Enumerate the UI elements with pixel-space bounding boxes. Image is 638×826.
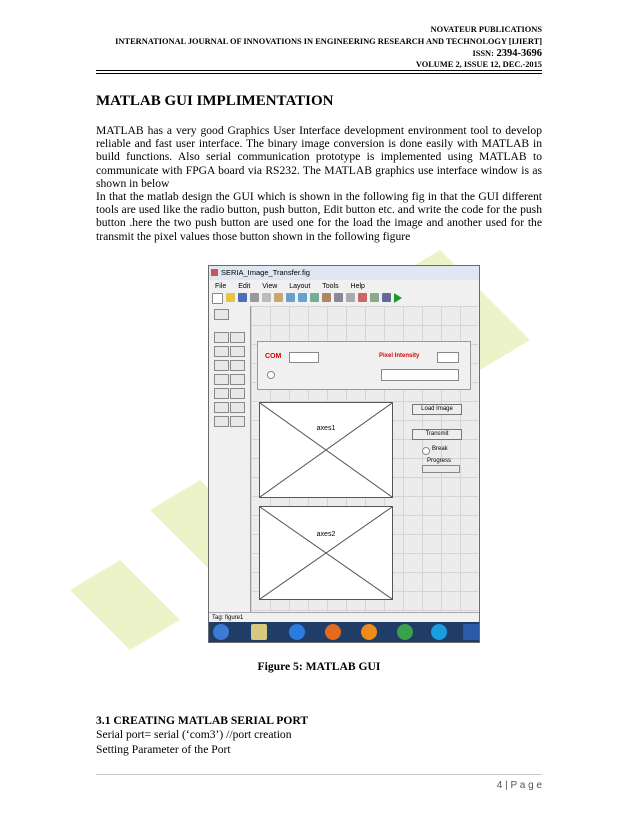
journal-name: INTERNATIONAL JOURNAL OF INNOVATIONS IN ENGINEERING RESEARCH AND TECHNOLOGY [IJIERT]	[115, 37, 542, 46]
axes-tool-icon[interactable]	[214, 402, 229, 413]
checkbox-tool-icon[interactable]	[230, 346, 245, 357]
table-tool-icon[interactable]	[230, 388, 245, 399]
menu-editor-icon[interactable]	[322, 293, 331, 302]
tag-label: Tag: figure1	[212, 615, 244, 621]
redo-icon[interactable]	[298, 293, 307, 302]
menu-layout[interactable]: Layout	[289, 283, 311, 290]
issn-line	[472, 48, 542, 59]
paste-icon[interactable]	[274, 293, 283, 302]
issn-value: 2394-3696	[493, 48, 542, 59]
save-icon[interactable]	[238, 293, 247, 302]
edit-text-tool-icon[interactable]	[214, 360, 229, 371]
window-title: SERIA_Image_Transfer.fig	[221, 268, 310, 277]
skype-icon[interactable]	[431, 624, 447, 640]
com-panel[interactable]	[257, 341, 471, 390]
panel-tool-icon[interactable]	[230, 402, 245, 413]
static-text-tool-icon[interactable]	[230, 360, 245, 371]
publisher-name: NOVATEUR PUBLICATIONS	[430, 25, 542, 34]
axes2-box[interactable]	[259, 506, 393, 600]
header-rule	[96, 70, 542, 71]
activex-tool-icon[interactable]	[230, 416, 245, 427]
matlab-icon	[211, 269, 218, 276]
section-title: MATLAB GUI IMPLIMENTATION	[96, 93, 334, 109]
align-icon[interactable]	[310, 293, 319, 302]
toolbar-editor-icon[interactable]	[346, 293, 355, 302]
menu-view[interactable]: View	[262, 283, 278, 290]
toolbar	[209, 293, 480, 305]
undo-icon[interactable]	[286, 293, 295, 302]
editor-icon[interactable]	[358, 293, 367, 302]
matlab-gui-figure	[208, 265, 480, 643]
windows-taskbar	[209, 622, 479, 642]
word-icon[interactable]	[463, 624, 479, 640]
code-line-2: Setting Parameter of the Port	[96, 743, 231, 756]
com-input[interactable]	[289, 352, 319, 363]
paragraph-1: MATLAB has a very good Graphics User Interface development environment tool to develop reliable and fast user interface. The binary image conversion is done easily with MATLAB in build functions. Also serial communication prototype is implemented using MATLAB to communicate with FPGA board via RS232. The MATLAB graphics use interface window is as shown in below	[96, 124, 542, 190]
window-titlebar	[209, 266, 479, 280]
new-icon[interactable]	[212, 293, 223, 304]
open-icon[interactable]	[226, 293, 235, 302]
paragraph-2: In that the matlab design the GUI which is shown in the following fig in that the GUI different tools are used like the radio button, push button, Edit button etc. and write the code for the push button .here the two push button are used one for the load the image and another used for the transmit the pixel values those button shown in the following figure	[96, 190, 542, 243]
page-number: 4 | P a g e	[496, 780, 542, 791]
run-icon[interactable]	[394, 293, 402, 303]
listbox-tool-icon[interactable]	[230, 374, 245, 385]
menu-file[interactable]: File	[215, 283, 227, 290]
start-button-icon[interactable]	[213, 624, 229, 640]
popup-tool-icon[interactable]	[214, 374, 229, 385]
load-image-button[interactable]: Load Image	[412, 404, 462, 415]
axes2-label: axes2	[316, 531, 336, 538]
file-explorer-icon[interactable]	[251, 624, 267, 640]
inspector-icon[interactable]	[370, 293, 379, 302]
matlab-taskbar-icon[interactable]	[361, 624, 377, 640]
axes2-cross	[260, 507, 392, 599]
progress-label: Progress	[427, 458, 452, 464]
break-radio-button[interactable]	[422, 447, 430, 455]
header-rule-2	[96, 73, 542, 74]
radio-tool-icon[interactable]	[214, 346, 229, 357]
internet-explorer-icon[interactable]	[289, 624, 305, 640]
slider-tool-icon[interactable]	[230, 332, 245, 343]
menu-edit[interactable]: Edit	[238, 283, 251, 290]
pixel-value-field[interactable]	[381, 369, 459, 381]
figure-caption: Figure 5: MATLAB GUI	[257, 660, 381, 673]
subsection-title: 3.1 CREATING MATLAB SERIAL PORT	[96, 714, 309, 727]
axes1-label: axes1	[316, 425, 336, 432]
break-label: Break	[432, 446, 448, 452]
axes1-cross	[260, 403, 392, 497]
code-line-1: Serial port= serial (‘com3’) //port creation	[96, 728, 292, 741]
pixel-intensity-input[interactable]	[437, 352, 459, 363]
footer-rule	[96, 774, 542, 775]
issn-label: ISSN:	[472, 49, 494, 58]
progress-slider[interactable]	[422, 465, 460, 473]
push-button-tool-icon[interactable]	[214, 332, 229, 343]
copy-icon[interactable]	[262, 293, 271, 302]
cut-icon[interactable]	[250, 293, 259, 302]
toggle-tool-icon[interactable]	[214, 388, 229, 399]
menu-help[interactable]: Help	[350, 283, 365, 290]
menu-tools[interactable]: Tools	[322, 283, 339, 290]
com-label: COM	[265, 353, 282, 360]
chrome-icon[interactable]	[397, 624, 413, 640]
transmit-button[interactable]: Transmit	[412, 429, 462, 440]
browser-icon[interactable]	[382, 293, 391, 302]
com-radio-button[interactable]	[267, 371, 275, 379]
component-palette	[212, 307, 248, 612]
axes1-box[interactable]	[259, 402, 393, 498]
volume-line: VOLUME 2, ISSUE 12, DEC.-2015	[415, 60, 542, 69]
menu-bar	[209, 281, 479, 293]
select-tool-icon[interactable]	[214, 309, 229, 320]
firefox-icon[interactable]	[325, 624, 341, 640]
button-group-tool-icon[interactable]	[214, 416, 229, 427]
pixel-intensity-label: Pixel Intensity	[379, 353, 420, 359]
tab-order-icon[interactable]	[334, 293, 343, 302]
